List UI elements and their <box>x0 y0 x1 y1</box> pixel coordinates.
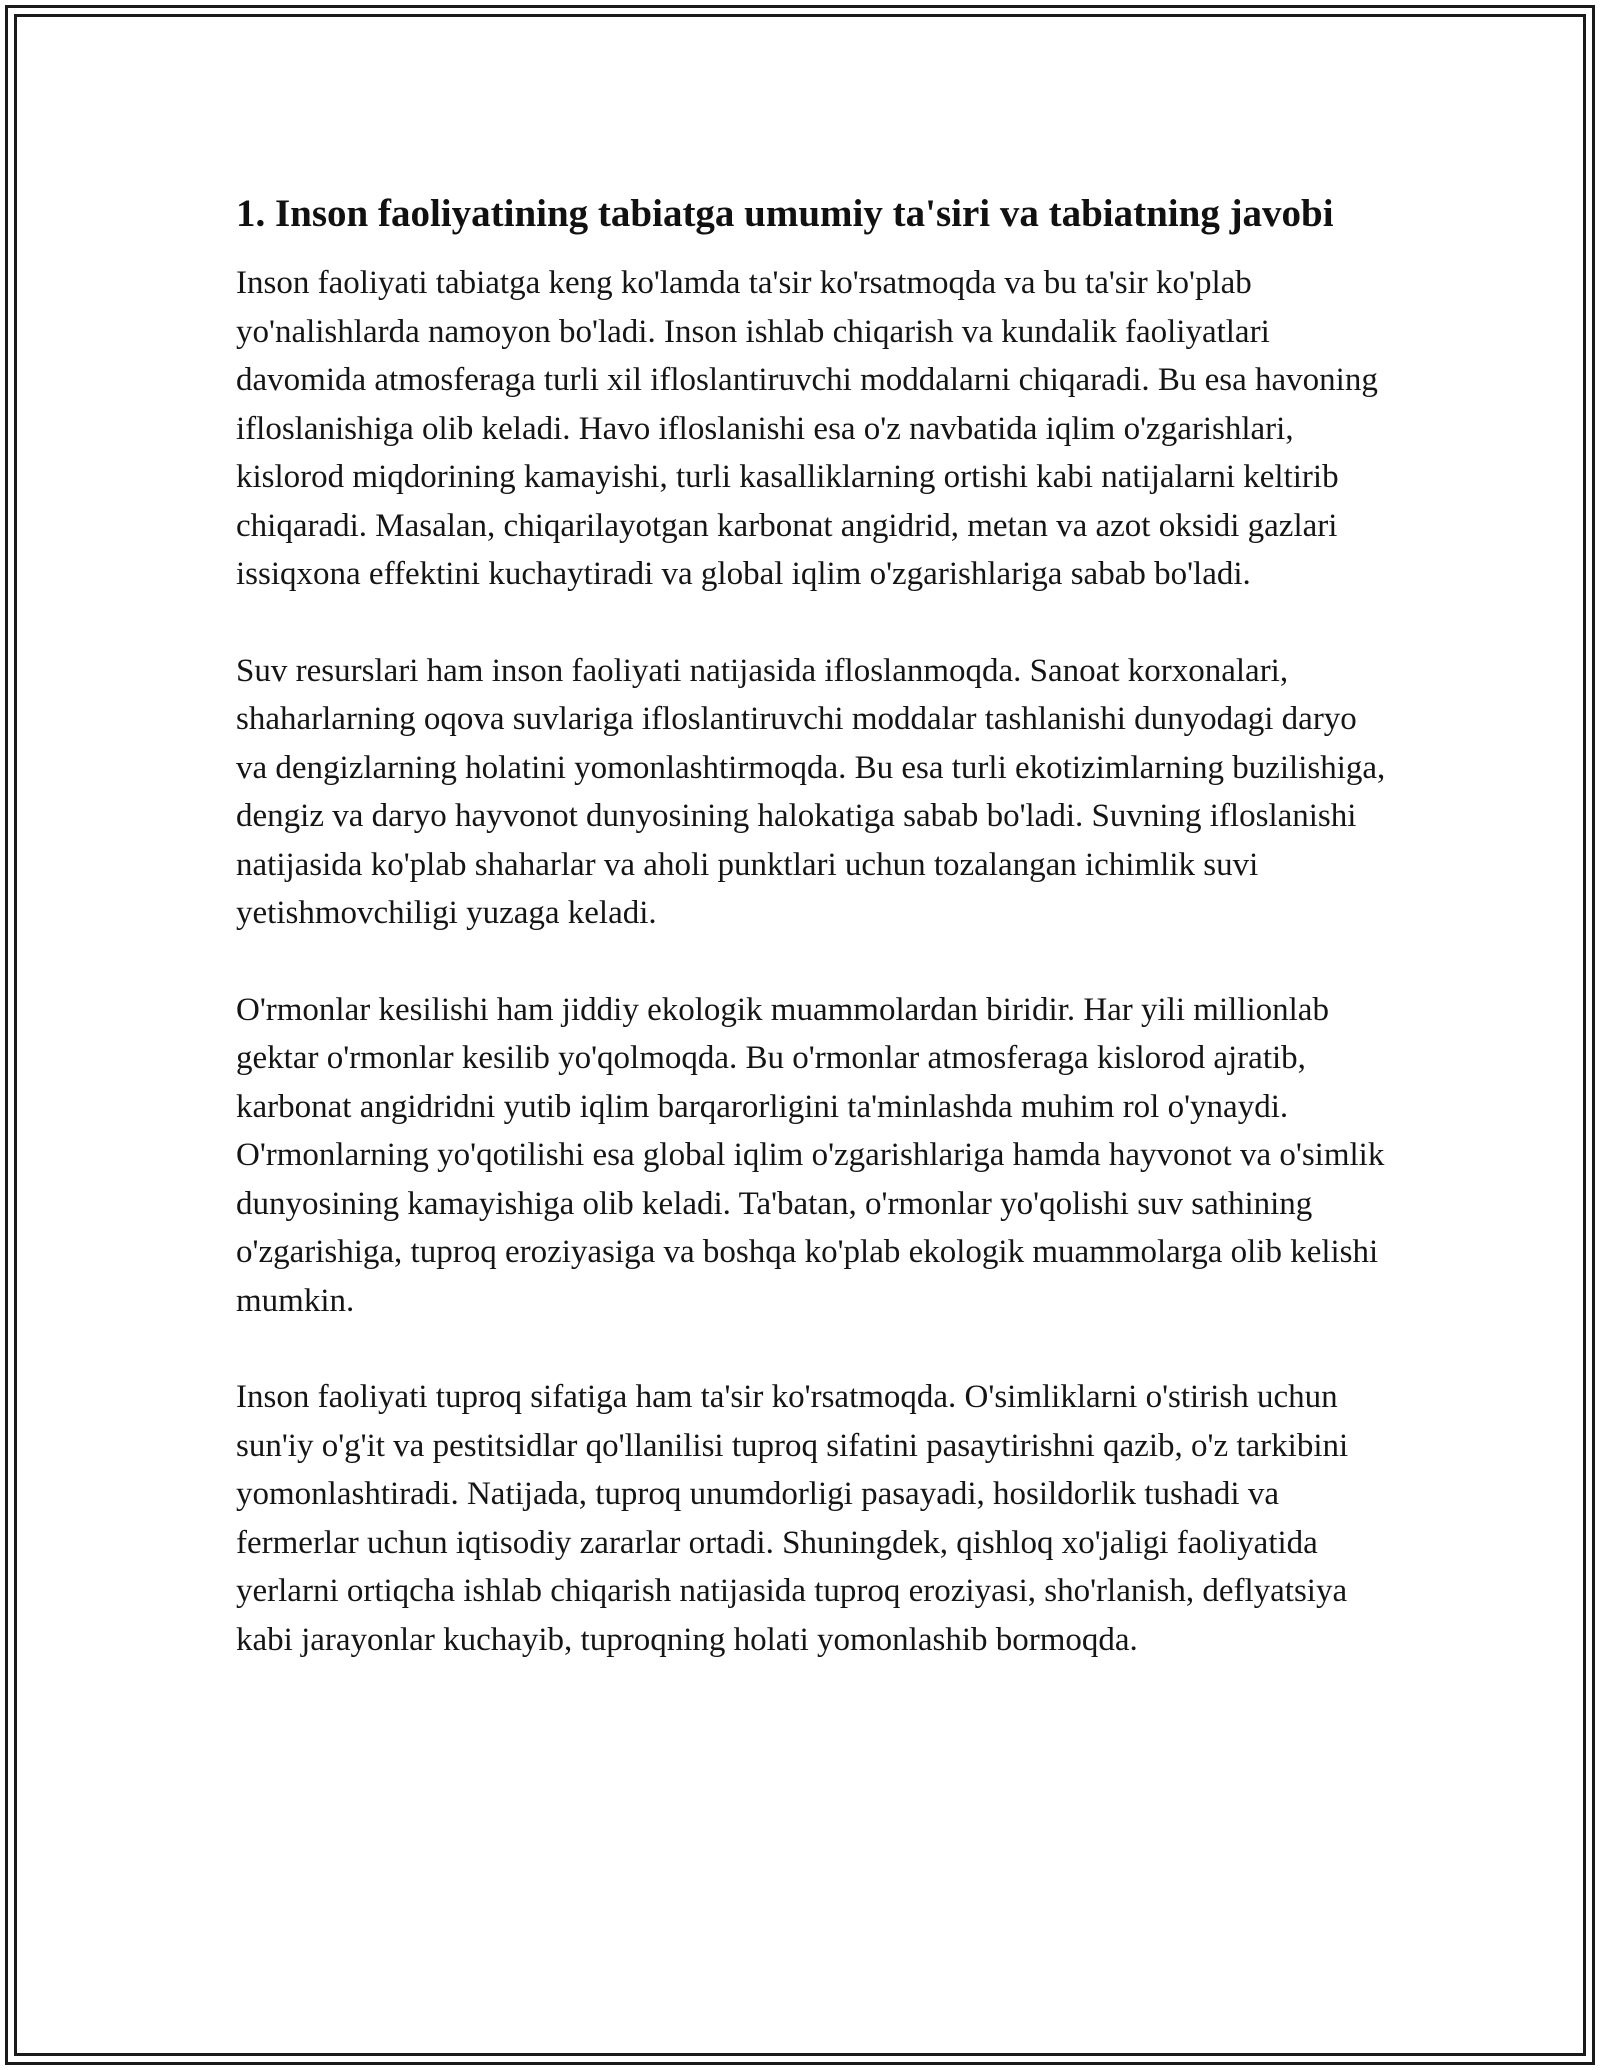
section-heading: 1. Inson faoliyatining tabiatga umumiy ta'siri va tabiatning javobi <box>236 192 1334 235</box>
document-body <box>236 186 1386 1712</box>
paragraph-soil-quality: Inson faoliyati tuproq sifatiga ham ta'sir ko'rsatmoqda. O'simliklarni o'stirish uchun sun'iy o'g'it va pestitsidlar qo'llanilisi tuproq sifatini pasaytirishni qazib, o'z tarkibini yomonlashtiradi. Natijada, tuproq unumdorligi pasayadi, hosildorlik tushadi va fermerlar uchun iqtisodiy zararlar ortadi. Shuningdek, qishloq xo'jaligi faoliyatida yerlarni ortiqcha ishlab chiqarish natijasida tuproq eroziyasi, sho'rlanish, deflyatsiya kabi jarayonlar kuchayib, tuproqning holati yomonlashib bormoqda. <box>236 1379 1349 1658</box>
paragraph-air-pollution: Inson faoliyati tabiatga keng ko'lamda ta'sir ko'rsatmoqda va bu ta'sir ko'plab yo'nalishlarda namoyon bo'ladi. Inson ishlab chiqarish va kundalik faoliyatlari davomida atmosferaga turli xil ifloslantiruvchi moddalarni chiqaradi. Bu esa havoning ifloslanishiga olib keladi. Havo ifloslanishi esa o'z navbatida iqlim o'zgarishlari, kislorod miqdorining kamayishi, turli kasalliklarning ortishi kabi natijalarni keltirib chiqaradi. Masalan, chiqarilayotgan karbonat angidrid, metan va azot oksidi gazlari issiqxona effektini kuchaytiradi va global iqlim o'zgarishlariga sabab bo'ladi. <box>236 265 1378 592</box>
paragraph-deforestation: O'rmonlar kesilishi ham jiddiy ekologik muammolardan biridir. Har yili millionlab gektar o'rmonlar kesilib yo'qolmoqda. Bu o'rmonlar atmosferaga kislorod ajratib, karbonat angidridni yutib iqlim barqarorligini ta'minlashda muhim rol o'ynaydi. O'rmonlarning yo'qotilishi esa global iqlim o'zgarishlariga hamda hayvonot va o'simlik dunyosining kamayishiga olib keladi. Ta'batan, o'rmonlar yo'qolishi suv sathining o'zgarishiga, tuproq eroziyasiga va boshqa ko'plab ekologik muammolarga olib kelishi mumkin. <box>236 991 1385 1319</box>
paragraph-water-pollution: Suv resurslari ham inson faoliyati natijasida ifloslanmoqda. Sanoat korxonalari, shaharlarning oqova suvlariga ifloslantiruvchi moddalar tashlanishi dunyodagi daryo va dengizlarning holatini yomonlashtirmoqda. Bu esa turli ekotizimlarning buzilishiga, dengiz va daryo hayvonot dunyosining halokatiga sabab bo'ladi. Suvning ifloslanishi natijasida ko'plab shaharlar va aholi punktlari uchun tozalangan ichimlik suvi yetishmovchiligi yuzaga keladi. <box>236 652 1386 931</box>
